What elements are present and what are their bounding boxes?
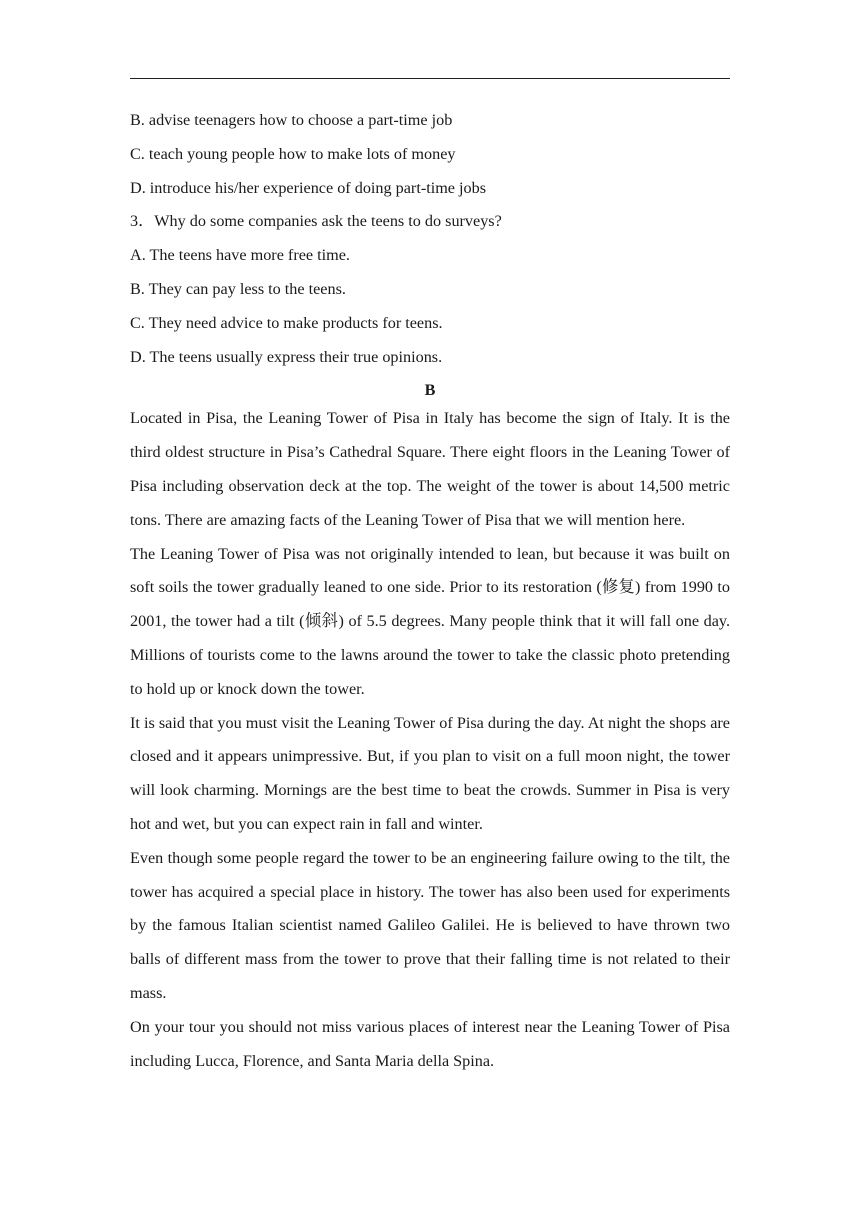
passage-paragraph-4: Even though some people regard the tower to be an engineering failure owing to the tilt, the tower has acquired a special place in history. The tower has also been used for experiments by the famous Italian scientist named Galileo Galilei. He is believed to have thrown two balls of different mass from the tower to prove that their falling time is not related to their mass. <box>130 848 730 1002</box>
question-3-option-b: B. They can pay less to the teens. <box>130 279 346 298</box>
question-3-option-d: D. The teens usually express their true opinions. <box>130 347 443 366</box>
document-body <box>130 104 730 1078</box>
section-b-title: B <box>424 381 436 400</box>
question-3: 3．Why do some companies ask the teens to do surveys? <box>130 212 502 231</box>
passage-paragraph-1: Located in Pisa, the Leaning Tower of Pisa in Italy has become the sign of Italy. It is the third oldest structure in Pisa’s Cathedral Square. There eight floors in the Leaning Tower of Pisa including observation deck at the top. The weight of the tower is about 14,500 metric tons. There are amazing facts of the Leaning Tower of Pisa that we will mention here. <box>130 409 730 529</box>
passage-paragraph-2: The Leaning Tower of Pisa was not originally intended to lean, but because it was built on soft soils the tower gradually leaned to one side. Prior to its restoration (修复) from 1990 to 2001, the tower had a tilt (倾斜) of 5.5 degrees. Many people think that it will fall one day. Millions of tourists come to the lawns around the tower to take the classic photo pretending to hold up or knock down the tower. <box>130 544 730 698</box>
question-3-option-a: A. The teens have more free time. <box>130 246 350 265</box>
option-c-prev: C. teach young people how to make lots of money <box>130 144 456 163</box>
passage-paragraph-5: On your tour you should not miss various places of interest near the Leaning Tower of Pisa including Lucca, Florence, and Santa Maria della Spina. <box>130 1017 730 1070</box>
passage-paragraph-3: It is said that you must visit the Leaning Tower of Pisa during the day. At night the shops are closed and it appears unimpressive. But, if you plan to visit on a full moon night, the tower will look charming. Mornings are the best time to beat the crowds. Summer in Pisa is very hot and wet, but you can expect rain in fall and winter. <box>130 713 730 833</box>
header-rule <box>130 78 730 79</box>
option-b-prev: B. advise teenagers how to choose a part-time job <box>130 111 453 129</box>
option-d-prev: D. introduce his/her experience of doing part-time jobs <box>130 178 487 197</box>
question-3-option-c: C. They need advice to make products for teens. <box>130 313 443 332</box>
